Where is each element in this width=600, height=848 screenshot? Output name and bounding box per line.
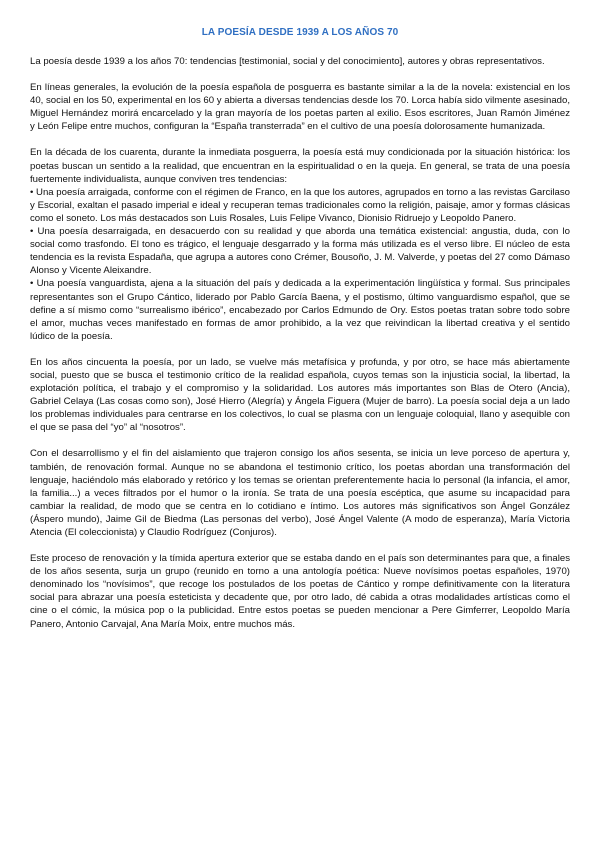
paragraph-forties-lead: En la década de los cuarenta, durante la inmediata posguerra, la poesía está muy condicionada por la situación histórica: los poetas buscan un sentido a la realidad, que encuentran en la espiritualidad o en la queja. En general, se trata de una poesía fuertemente individualista, aunque conviven tres tendencias: bbox=[30, 147, 570, 185]
intro-paragraph: La poesía desde 1939 a los años 70: tendencias [testimonial, social y del conocimiento], autores y obras representativos. bbox=[30, 56, 545, 67]
paragraph-fifties: En los años cincuenta la poesía, por un lado, se vuelve más metafísica y profunda, y por otro, se hace más abiertamente social, puesto que se busca el testimonio crítico de la realidad española, cuyos temas son la injusticia social, la libertad, la explotación política, el trabajo y el compromiso y la solidaridad. Los autores más importantes son Blas de Otero (Ancia), Gabriel Celaya (Las cosas como son), José Hierro (Alegría) y Ángela Figuera (Mujer de barro). La poesía social deja a un lado los problemas individuales para centrarse en los colectivos, lo cual se plasma con un lenguaje coloquial, llano y asequible con el que se pasa del “yo” al “nosotros”. bbox=[30, 356, 570, 434]
paragraph-sixties: Con el desarrollismo y el fin del aislamiento que trajeron consigo los años sesenta, se inicia un leve porceso de apertura y, también, de renovación formal. Aunque no se abandona el testimonio crítico, los poetas abordan una transformación del lenguaje, haciéndolo más elaborado y retórico y los temas se orientan preferentemente hacia lo personal (la infancia, el amor, la familia...) a veces filtrados por el humor o la ironía. Se trata de una poesía escéptica, que asume su incapacidad para cambiar la realidad, de modo que se centra en lo cotidiano e íntimo. Los autores más significativos son Ángel González (Áspero mundo), Jaime Gil de Biedma (Las personas del verbo), José Ángel Valente (A modo de esperanza), María Victoria Atencia (El coleccionista) y Claudio Rodríguez (Conjuros). bbox=[30, 448, 570, 538]
bullet-poesia-vanguardista: • Una poesía vanguardista, ajena a la situación del país y dedicada a la experimentación lingüística y formal. Sus principales representantes son el Grupo Cántico, liderado por Pablo García Baena, y el postismo, último vanguardismo español, que se define a sí mismo como “surrealismo ibérico”, encabezado por Carlos Edmundo de Ory. Estos poetas tratan sobre todo sobre el amor, muchas veces manifestado en formas de amor prohibido, a la vez que reivindican la libertad creativa y el sentido lúdico de la poesía. bbox=[30, 278, 570, 342]
page-title: LA POESÍA DESDE 1939 A LOS AÑOS 70 bbox=[201, 27, 399, 38]
paragraph-overview: En líneas generales, la evolución de la poesía española de posguerra es bastante similar a la de la novela: existencial en los 40, social en los 50, experimental en los 60 y abierta a diversas tendencias desde los 70. Lorca había sido vilmente asesinado, Miguel Hernández morirá encarcelado y la gran mayoría de los poetas parten al exilio. Esos escritores, Juan Ramón Jiménez y León Felipe entre muchos, configuran la “España transterrada” en el cultivo de una poesía dolorosamente humanizada. bbox=[30, 82, 570, 133]
bullet-poesia-desarraigada: • Una poesía desarraigada, en desacuerdo con su realidad y que aborda una temática existencial: angustia, duda, con lo social como trasfondo. El tono es trágico, el lenguaje desgarrado y la forma más utilizada es el verso libre. El núcleo de esta tendencia es la revista Espadaña, que agrupa a autores cono Crémer, Bousoño, J. M. Valverde, y poetas del 27 como Dámaso Alonso y Vicente Aleixandre. bbox=[30, 226, 570, 277]
paragraph-novisimos: Este proceso de renovación y la tímida apertura exterior que se estaba dando en el país son determinantes para que, a finales de los años sesenta, surja un grupo (reunido en torno a una antología poética: Nueve novísimos poetas españoles, 1970) denominado los “novísimos”, que recoge los postulados de los poetas de Cántico y rompe definitivamente con la literatura social para abrazar una poesía esteticista y decadente que, por otro lado, dé cabida a otras modalidades artísticas como el cine o el cómic, la música pop o la publicidad. Entre estos poetas se pueden mencionar a Pere Gimferrer, Leopoldo María Panero, Antonio Carvajal, Ana María Moix, entre muchos más. bbox=[30, 553, 570, 630]
bullet-poesia-arraigada: • Una poesía arraigada, conforme con el régimen de Franco, en la que los autores, agrupados en torno a las revistas Garcilaso y Escorial, exaltan el pasado imperial e ideal y recuperan temas tradicionales como la religión, paisaje, amor y formas clásicas como el soneto. Los más destacados son Luis Rosales, Luis Felipe Vivanco, Dionisio Ridruejo y Leopoldo Panero. bbox=[30, 186, 570, 224]
document-body bbox=[30, 55, 570, 631]
